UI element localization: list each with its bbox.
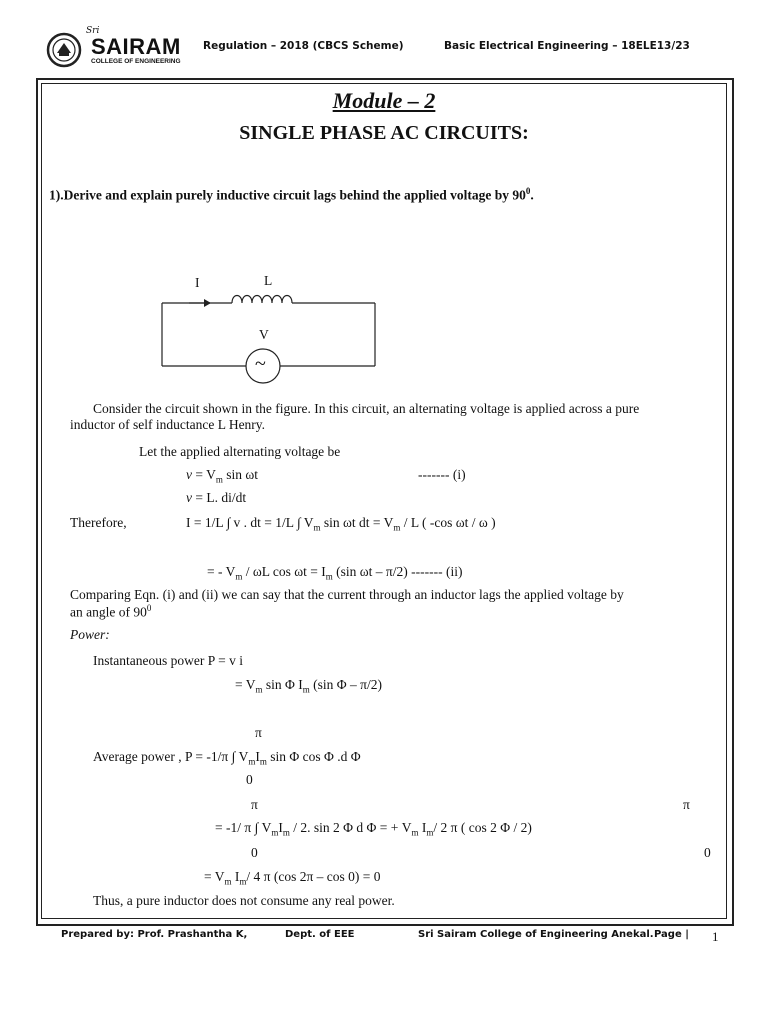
eq3-sub1: m [313,522,321,533]
eq4-sub2: m [325,571,333,582]
circuit-diagram [150,270,390,385]
para-consider-line1: Consider the circuit shown in the figure. In this circuit, an alternating voltage is applied across a pure [93,401,640,416]
eq3-b: sin ωt dt = V [320,515,394,530]
avg3-c: / 4 π (cos 2π – cos 0) = 0 [246,869,381,884]
eq3-c: / L ( -cos ωt / ω ) [400,515,496,530]
inductor-label: L [264,273,273,288]
avg2-a: = -1/ π ∫ V [215,820,272,835]
footer-department: Dept. of EEE [285,929,355,940]
eval-lower-limit: 0 [704,845,711,860]
question-text: 1).Derive and explain purely inductive circuit lags behind the applied voltage by 90 [49,187,526,203]
avg2-sub4: m [426,827,434,838]
compare-line2 [70,603,151,621]
equation-1 [186,467,258,485]
equation-4 [207,564,462,582]
regulation-text: Regulation – 2018 (CBCS Scheme) [203,40,404,52]
current-label: I [195,275,200,290]
avg3-sub1: m [224,876,232,887]
avg-sub2: m [259,756,267,767]
eq1-rhs: = V [192,467,216,482]
compare-degree: 0 [146,603,152,613]
average-power-result [204,869,381,887]
college-logo [44,26,181,70]
avg2-b: I [278,820,283,835]
question-period: . [530,187,534,203]
avg3-a: = V [204,869,225,884]
avg2-c: / 2. sin 2 Φ d Φ = + V [289,820,412,835]
eq2-rest: = L. di/dt [192,490,247,505]
footer-prepared-by: Prepared by: Prof. Prashantha K, [61,929,248,940]
eq3-sub2: m [393,522,401,533]
inst-sub2: m [302,684,310,695]
inst-b: sin Φ I [262,677,303,692]
footer-college: Sri Sairam College of Engineering Anekal. [418,929,654,940]
inst-sub1: m [255,684,263,695]
eq1-lhs: v [186,467,192,482]
avg2-sub1: m [271,827,279,838]
logo-subtitle: COLLEGE OF ENGINEERING [91,58,181,65]
topic-title: SINGLE PHASE AC CIRCUITS: [239,122,529,144]
avg3-b: I [231,869,240,884]
eq3-a: I = 1/L ∫ v . dt = 1/L ∫ V [186,515,314,530]
eq1-rest: sin ωt [222,467,259,482]
question-degree: 0 [525,186,531,196]
power-heading: Power: [70,627,110,642]
eq4-a: = - V [207,564,236,579]
average-power-equation [93,749,361,767]
integral-upper-limit-1: π [255,725,262,740]
page-border-inner [41,83,727,919]
inst-a: = V [235,677,256,692]
let-line: Let the applied alternating voltage be [139,444,341,459]
ac-source-icon: ~ [255,353,266,375]
eq4-sub1: m [235,571,243,582]
eq2-lhs: v [186,490,192,505]
equation-1-tag: ------- (i) [418,467,466,482]
eq4-c: (sin ωt – π/2) ------- (ii) [332,564,463,579]
equation-3 [186,515,496,533]
integral-lower-limit-2: 0 [251,845,258,860]
para-consider-line2: inductor of self inductance L Henry. [70,417,266,432]
average-power-step2 [215,820,532,838]
instantaneous-equation [235,677,382,695]
eval-upper-limit: π [683,797,690,812]
avg2-sub2: m [282,827,290,838]
logo-script: Sri [86,26,100,36]
footer-divider [36,924,730,925]
equation-2 [186,490,246,506]
question-heading [49,186,534,204]
avg-sub1: m [248,756,256,767]
emblem-icon [44,32,84,72]
integral-lower-limit-1: 0 [246,772,253,787]
integral-upper-limit-2: π [251,797,258,812]
logo-name: SAIRAM [91,34,181,59]
eq4-b: / ωL cos ωt = I [242,564,326,579]
avg2-d: I [418,820,427,835]
avg3-sub2: m [239,876,247,887]
avg-a: Average power , P = -1/π ∫ V [93,749,249,764]
module-title: Module – 2 [332,88,436,113]
therefore-label: Therefore, [70,515,127,530]
voltage-label: V [259,327,269,342]
instantaneous-power: Instantaneous power P = v i [93,653,243,668]
compare-line1: Comparing Eqn. (i) and (ii) we can say that the current through an inductor lags the applied voltage by [70,587,624,602]
compare-line2-text: an angle of 90 [70,604,147,620]
avg2-sub3: m [411,827,419,838]
conclusion-text: Thus, a pure inductor does not consume any real power. [93,893,395,908]
footer-page-number: 1 [712,929,719,944]
inst-c: (sin Φ – π/2) [309,677,382,692]
avg-c: sin Φ cos Φ .d Φ [266,749,361,764]
course-title: Basic Electrical Engineering – 18ELE13/23 [444,40,690,52]
eq1-sub: m [215,474,223,485]
avg2-e: / 2 π ( cos 2 Φ / 2) [433,820,532,835]
footer-page-label: Page | [654,929,689,940]
avg-b: I [255,749,260,764]
